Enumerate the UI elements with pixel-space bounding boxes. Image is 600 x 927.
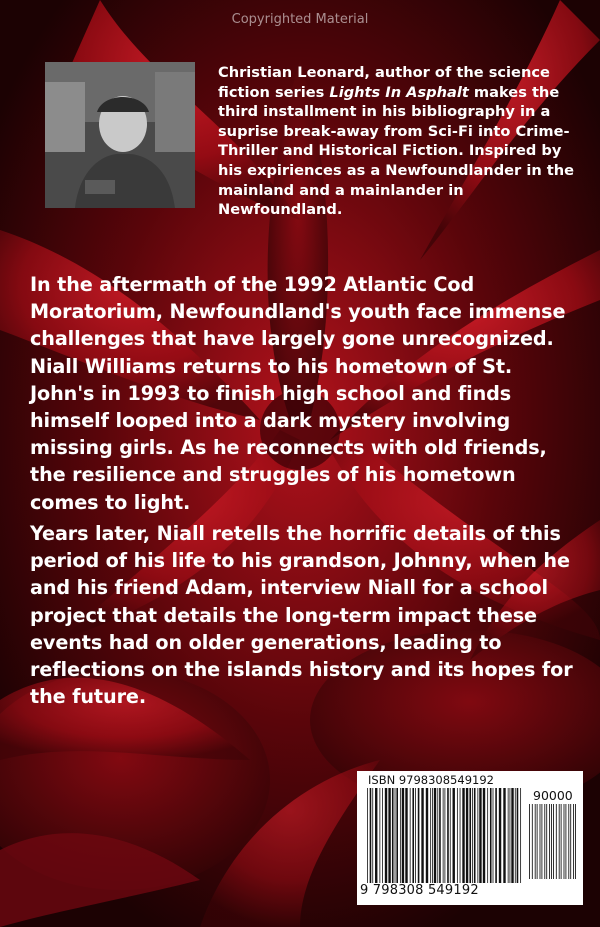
barcode-bar [432,788,433,883]
barcode-bar [392,788,394,883]
barcode-bar [462,788,464,883]
barcode-bar [499,788,501,883]
barcode-bar [508,788,509,883]
barcode-bar [487,788,488,883]
barcode-bar [520,788,521,883]
barcode-bar [437,788,438,883]
addon-barcode-bars [529,804,577,879]
series-title: Lights In Asphalt [329,83,469,101]
author-portrait-icon [45,62,195,208]
barcode-bar [402,788,404,883]
addon-bar [565,804,566,879]
copyright-watermark: Copyrighted Material [231,12,369,27]
barcode-bar [375,788,377,883]
ean-barcode-bars [367,788,522,883]
isbn-label: ISBN 9798308549192 [368,773,494,787]
barcode-bar [388,788,390,883]
addon-bar [551,804,552,879]
addon-bar [544,804,545,879]
barcode-bar [385,788,387,883]
barcode-bar [418,788,420,883]
barcode-bar [511,788,513,883]
addon-bar [535,804,536,879]
barcode-bar [453,788,455,883]
addon-bar [570,804,571,879]
barcode-bar [395,788,396,883]
addon-bar [561,804,562,879]
barcode-bar [472,788,473,883]
addon-bar [575,804,576,879]
addon-bar [532,804,533,879]
barcode-bar [483,788,485,883]
barcode-bar [474,788,476,883]
addon-bar [553,804,554,879]
barcode-bar [469,788,471,883]
barcode-bar [434,788,436,883]
addon-bar [541,804,542,879]
addon-bar [568,804,569,879]
addon-bar [559,804,560,879]
barcode-bar [510,788,511,883]
barcode-bar [379,788,380,883]
barcode-bar [493,788,494,883]
barcode-bar [426,788,428,883]
addon-bar [549,804,550,879]
barcode-bar [382,788,383,883]
barcode-bar [410,788,411,883]
barcode-bar [445,788,446,883]
author-bio [218,63,578,220]
barcode-bar [515,788,516,883]
synopsis-paragraph-2: Years later, Niall retells the horrific details of this period of his life to his grandson, Johnny, when he and his friend Adam, interview Niall for a school project that details the long-term impact these events had on older generations, leading to reflections on the islands history and its hopes for the future. [30,522,573,709]
bio-rest: makes the third installment in his bibliography in a suprise break-away from Sci-Fi into Crime-Thriller and Historical Fiction. Inspired by his expiriences as a Newfoundlander in the mainland and a mainlander in Newfoundland. [218,83,575,219]
barcode-bar [450,788,451,883]
barcode-bar [370,788,372,883]
barcode-bar [477,788,478,883]
barcode-bar [457,788,458,883]
ean-digits: 9 798308 549192 [360,883,479,898]
isbn-barcode [357,771,583,905]
barcode-bar [430,788,431,883]
barcode-bar [415,788,416,883]
addon-bar [537,804,538,879]
barcode-bar [503,788,505,883]
barcode-bar [517,788,519,883]
price-code: 90000 [533,788,573,803]
addon-bar [573,804,574,879]
barcode-bar [447,788,449,883]
addon-bar [540,804,541,879]
barcode-bar [367,788,368,883]
barcode-bar [495,788,497,883]
barcode-bar [460,788,461,883]
addon-bar [564,804,565,879]
addon-bar [556,804,557,879]
barcode-bar [372,788,373,883]
barcode-bar [396,788,398,883]
barcode-bar [412,788,414,883]
addon-bar [546,804,547,879]
barcode-bar [443,788,444,883]
barcode-bar [400,788,401,883]
barcode-bar [421,788,423,883]
barcode-bar [466,788,468,883]
author-photo [45,62,195,208]
bio-intro: Christian Leonard, author of the science fiction series [218,64,550,101]
synopsis-paragraph-1: In the aftermath of the 1992 Atlantic Cod Moratorium, Newfoundland's youth face immense challenges that have largely gone unrecognized. Niall Williams returns to his hometown of St. John's in 1993 to finish high school and finds himself looped into a dark mystery involving missing girls. As he reconnects with old friends, the resilience and struggles of his hometown comes to light. [30,273,566,514]
barcode-bar [439,788,441,883]
addon-bar [529,804,530,879]
barcode-bar [405,788,407,883]
barcode-bar [479,788,481,883]
barcode-bar [490,788,492,883]
